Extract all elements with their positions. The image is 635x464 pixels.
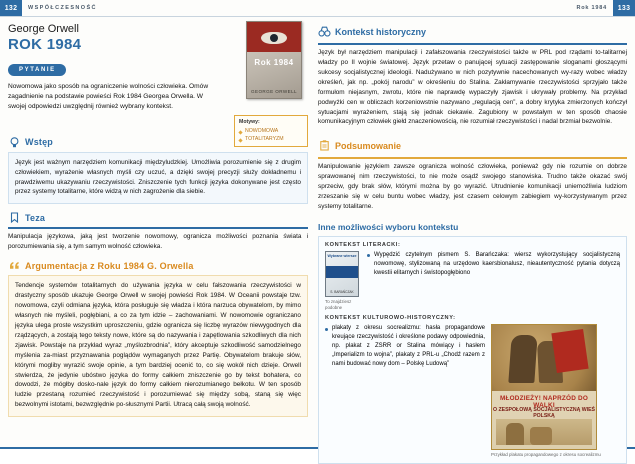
binoculars-icon: [318, 25, 331, 38]
poster-figure-1: [508, 335, 537, 383]
section-wstep-body-box: [8, 152, 308, 205]
poster-top-art: [492, 325, 596, 391]
section-argumentacja: [8, 259, 308, 417]
section-argumentacja-title: Argumentacja z Roku 1984 G. Orwella: [25, 260, 194, 271]
motifs-heading: Motywy:: [239, 119, 260, 125]
poster-headline: MŁODZIEŻY! NAPRZÓD DO WALKI: [500, 395, 588, 410]
kontekst-literacki-list: [367, 251, 620, 278]
eye-icon: [261, 32, 287, 44]
poster-caption: Przykład plakatu propagandowego z okresu socrealizmu: [491, 452, 601, 458]
section-kontekst-historyczny-title: Kontekst historyczny: [335, 26, 427, 37]
book-cover-figure: [236, 21, 308, 109]
header-spacer: [97, 0, 577, 16]
mini-book-title: Wybrane wiersze: [327, 253, 357, 258]
lesson-author: George Orwell: [8, 23, 79, 35]
page-number-left: 132: [0, 0, 22, 16]
section-podsumowanie-header: [318, 137, 627, 154]
lightbulb-icon: [8, 136, 21, 149]
section-podsumowanie-title: Podsumowanie: [335, 140, 402, 151]
book-cover-title: Rok 1984: [254, 58, 294, 67]
section-podsumowanie-text: Manipulowanie językiem zawsze ogranicza wolność człowieka, ponieważ gdy nie rozumie on dobrze sprawowanej nim rzeczywistości, to nie może osądź swojego stanowiska. Trudno także okazać swój sprzeciw, gdy brak słów, którymi można by go wyrazić. Utrudnienie komunikacji uniemożliwia ludziom zrzeszanie się w celu buntu wobec władzy, jest czasem celowym zabiegiem wy-korzystywanym przez systemy totalitarne.: [318, 163, 627, 211]
left-column: [8, 23, 308, 441]
status-badge: PYTANIE: [8, 64, 66, 76]
mini-book-band: [326, 266, 358, 278]
right-column: [318, 23, 627, 458]
kontekst-kulturowy-list: [325, 324, 485, 369]
quote-icon: [8, 259, 21, 272]
section-teza-text: Manipulacja językowa, jaką jest tworzenie nowomowy, ogranicza możliwości poznania świata i porozumiewania się, a tym samym wolność człowieka.: [8, 233, 308, 251]
book-cover-top-band: [247, 22, 301, 52]
section-inne-konteksty: [318, 222, 627, 464]
section-kontekst-historyczny-header: [318, 23, 627, 40]
mini-book-caption: To znajdziesz podobne: [325, 298, 352, 310]
section-kontekst-historyczny: [318, 23, 627, 127]
task-prompt: Nowomowa jako sposób na ograniczenie wolności człowieka. Omów zagadnienie na podstawie powieści Rok 1984 Georgea Orwella. W swojej odpowiedzi uwzględnij również wybrany kontekst.: [8, 83, 209, 110]
section-teza-rule: [8, 227, 308, 229]
section-podsumowanie: [318, 137, 627, 212]
section-teza: [8, 211, 308, 252]
podsumowanie-rule: [318, 157, 627, 159]
poster-figure: [491, 324, 601, 458]
page-body: [0, 17, 635, 458]
book-cover-image: [246, 21, 302, 99]
section-kontekst-historyczny-text: Język był narzędziem manipulacji i zafałszowania rzeczywistości także w PRL pod rządami to-talitarnej władzy po II wojnie światowej. Język przetaw o panującej sytuacji zastępowanie sloganami głoszącymi sukcesy socjalistycznej ideologii. Nadużywano w nich pozytywnie nacechowanych wy-razy wobec władzy określeń, jak np. „pokój narodu” w określeniu do Stalina. Zakłamywanie rzeczywistości sprzyjało także formułom niejasnym, zwrotu, które nie naprawdę wypaczyły zjawisk i ukrywały problemy. Na przykład podwyżki cen w obliczach korzeniowstnie nazywano „regulacją cen”, a dobry krytyka zmierzonych kończył sytuacjami wyrażeniem, stają się jednak ciekawie. Zagubiony w powstałym w ten sposób chaosie komunikacyjnym człowiek giełd znaczeniowością, nie rozumiał rzeczywistości i nadal brzmiał bezwolnie.: [318, 49, 627, 126]
motifs-list: [239, 128, 303, 144]
poster-subhead: O ZESPOŁOWĄ SOCJALISTYCZNĄ WIEŚ POLSKĄ: [492, 407, 596, 420]
page-header: [0, 0, 635, 16]
bookmark-icon: [8, 211, 21, 224]
header-running-title: Rok 1984: [576, 5, 607, 11]
list-item: plakaty z okresu socrealizmu: hasła propagandowe kreujące rzeczywistość i określone podawy odpowiednia, np. plakat z ZSRR or Stalina mówiący i hasłem „Imperializm to wojna”, plakaty z PRL-u „Chodź razem z nami budować nowy dom – Polskę Ludową”: [325, 324, 485, 369]
kontekst-kulturowy-row: [325, 324, 620, 458]
section-wstep-title: Wstęp: [25, 137, 53, 148]
book-cover-author: GEORGE ORWELL: [251, 89, 297, 94]
poster-flag: [551, 329, 588, 373]
section-argumentacja-text: Tendencje systemów totalitarnych do używania języka w celu fałszowania rzeczywistości w drastyczny sposób ukazuje George Orwell w swojej powieści Rok 1984. W Oceanii powstaje tzw. nowomowa, czyli odmiana języka, która posługuje się władza i która narzuca obywatelom, by mimo własnych nie myśleli, pogłębiani, a co za tym idzie – zachowaniami. W nowomowie ograniczano języka ulega proste wszystkim uproszczeniu, gdzie ogranicza się liczbę wyrazów niewygodnych dla rządzących, a zostają tego teksty nowe, które są do nazywania i zapętlowania szkodliwych dla nich zjawisk. Powstaje na przykład wyraz „myślozbrodnia”, który akceptuje szkodliwość samodzielnego myślenia za-miast przyznawania poglądów wymaganych przez Partię. Obywatelom brakuje słów, którymi mogliby wyrazić swoje opinie, a tym bardziej ocenić to, co się wokół nich dzieje. Orwell stwierdza, że jedynie ubóstwo języka do formy całkiem zniszczenie go by tekst bohatera, co dowodzi, że mógłby dosko-nale język do formy całkiem nierozumianego bełkotu. W ten sposób ludzie przestaną rozumieć rzeczywistość i porozumiewać się między sobą, staną się więc bezwolnymi istotami, bezwzględnie po-słusznymi Partii. Utracą całą swoją wolność.: [15, 282, 301, 409]
kontekst-kulturowy-label: KONTEKST KULTUROWO-HISTORYCZNY:: [325, 315, 456, 322]
section-argumentacja-header: [8, 259, 308, 272]
kontekst-literacki-label: KONTEKST LITERACKI:: [325, 241, 401, 248]
kontekst-literacki-row: [325, 251, 620, 310]
section-inne-konteksty-title: Inne możliwości wyboru kontekstu: [318, 221, 459, 232]
list-item: TOTALITARYZM: [239, 136, 303, 144]
section-argumentacja-body-box: [8, 275, 308, 417]
mini-book-author: S. BARAŃCZAK: [330, 289, 354, 294]
page-title: ROK 1984: [8, 36, 82, 53]
mini-book-figure: [325, 251, 361, 310]
poster-bottom-art: [496, 419, 592, 445]
header-section-label: WSPÓŁCZESNOŚĆ: [28, 5, 97, 11]
motifs-box: [234, 115, 308, 147]
section-teza-header: [8, 211, 308, 224]
kontekst-kulturowy-text: [325, 324, 485, 458]
list-item: NOWOMOWA: [239, 128, 303, 136]
section-wstep-text: Język jest ważnym narzędziem komunikacji międzyludzkiej. Umożliwia porozumienie się z drugim człowiekiem, wyrażenie własnych myśli czy uczuć, a dzięki swojej precyzji służy dokładnemu i prawdziwemu ukazywaniu rzeczywistości. Zniszczenie tych funkcji języka dokonywane jest często przez systemy totalitarne, które widzą w nich zagrożenie dla siebie.: [15, 158, 301, 196]
kontekst-historyczny-rule: [318, 43, 627, 45]
kontekst-literacki-text: [367, 251, 620, 310]
mini-book-cover: [325, 251, 359, 297]
list-item: Wypędzić czytelnym pismem S. Barańczaka: wiersz wykorzystujący socjalistyczną nowomowę, stylizowaną na urzędowo kaersbionalusz, nieautentyczność pytania dotyczą kwestii elitarnych i świstopogłębiono: [367, 251, 620, 278]
section-teza-title: Teza: [25, 212, 46, 223]
propaganda-poster-image: [491, 324, 597, 450]
konteksty-frame: [318, 236, 627, 464]
clipboard-icon: [318, 139, 331, 152]
page-number-right: 133: [613, 0, 635, 16]
